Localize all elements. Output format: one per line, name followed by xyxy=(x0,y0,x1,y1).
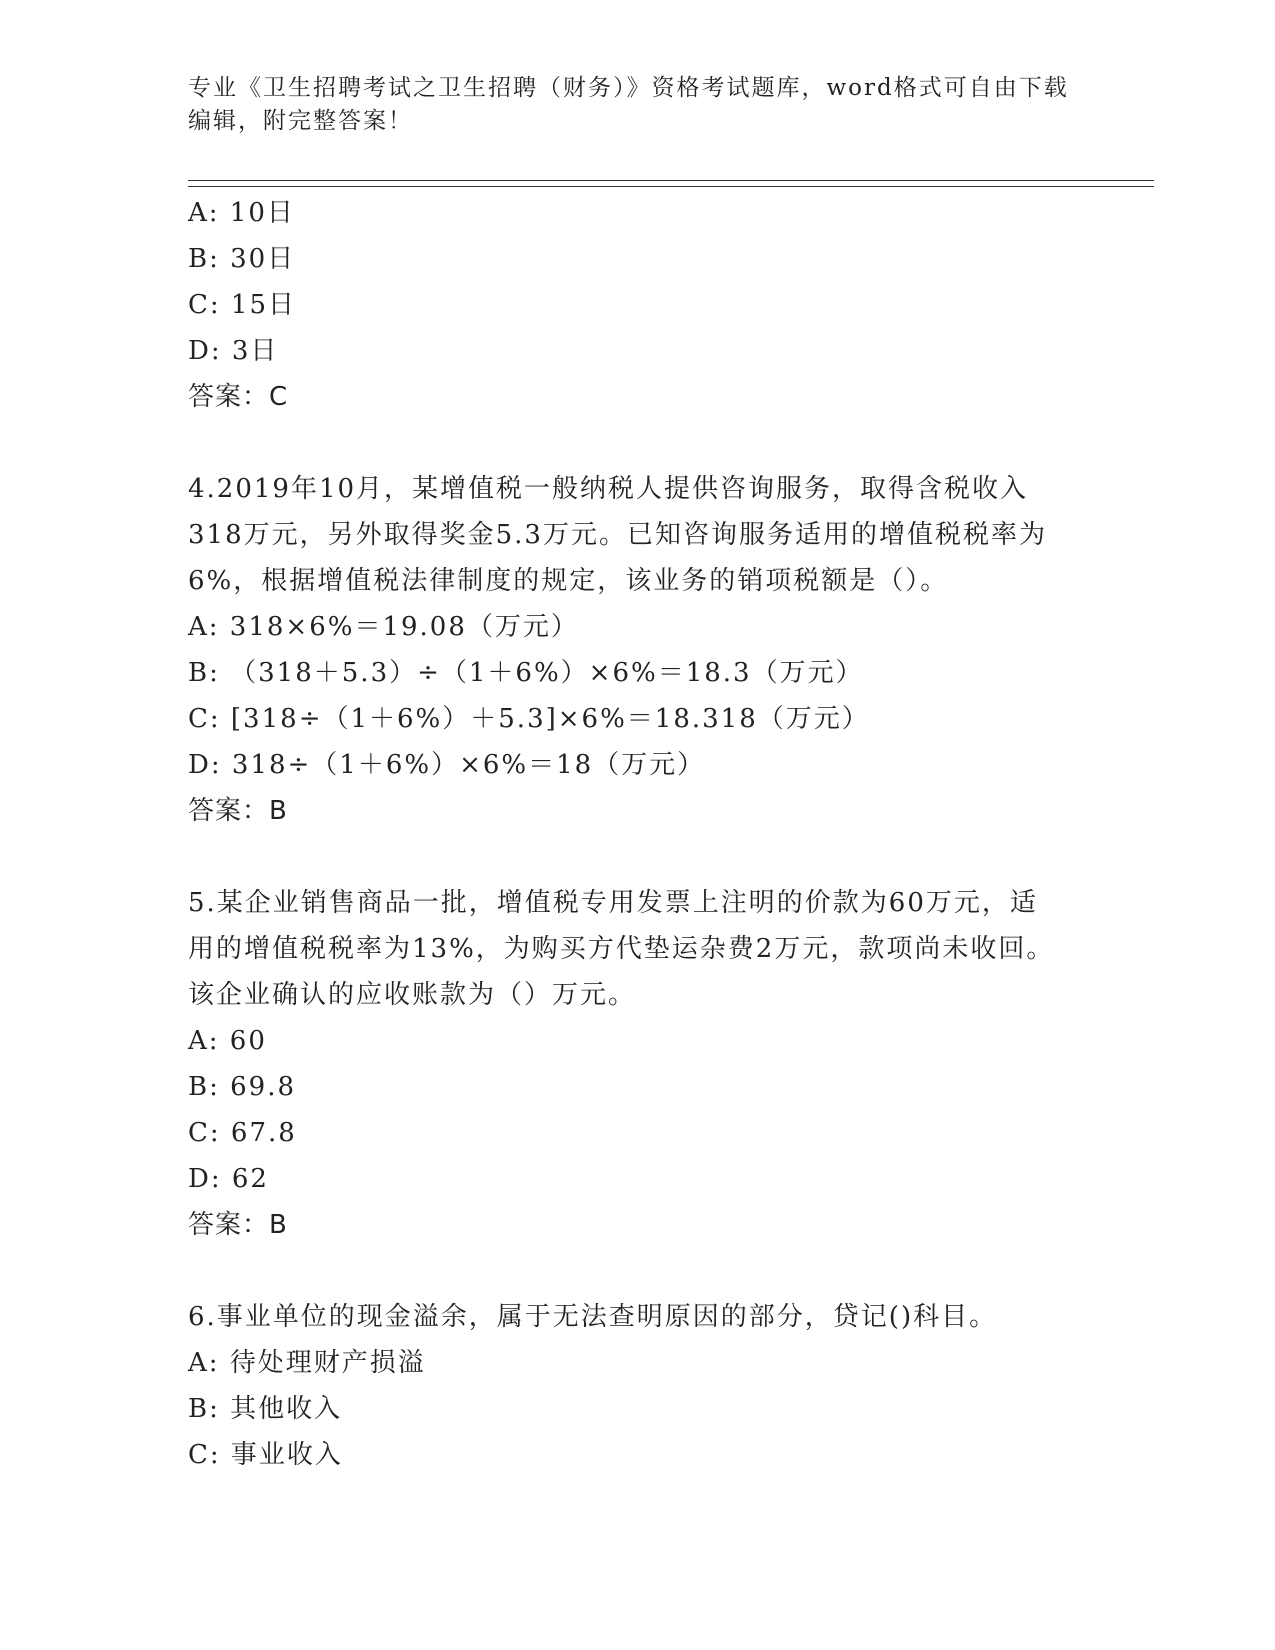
question-text-line: 5.某企业销售商品一批，增值税专用发票上注明的价款为60万元，适 xyxy=(188,888,1038,918)
document-header xyxy=(188,72,1088,138)
header-divider xyxy=(188,180,1154,187)
question-text-line: 6%，根据增值税法律制度的规定，该业务的销项税额是（）。 xyxy=(188,566,949,596)
question-3 xyxy=(188,190,1088,420)
question-6 xyxy=(188,1294,1088,1478)
option-a: A: 待处理财产损溢 xyxy=(188,1348,426,1378)
option-a: A: 10日 xyxy=(188,198,295,228)
option-d: D: 318÷（1＋6%）×6%＝18（万元） xyxy=(188,750,706,780)
header-line-1: 专业《卫生招聘考试之卫生招聘（财务）》资格考试题库，word格式可自由下载 xyxy=(188,75,1069,101)
option-b: B: 其他收入 xyxy=(188,1394,343,1424)
option-b: B: （318＋5.3）÷（1＋6%）×6%＝18.3（万元） xyxy=(188,658,864,688)
option-d: D: 62 xyxy=(188,1164,269,1194)
question-text-line: 318万元，另外取得奖金5.3万元。已知咨询服务适用的增值税税率为 xyxy=(188,520,1047,550)
option-b: B: 30日 xyxy=(188,244,296,274)
answer: 答案：C xyxy=(188,382,289,412)
answer: 答案：B xyxy=(188,1210,288,1240)
spacer xyxy=(188,1248,1088,1294)
question-4 xyxy=(188,466,1088,834)
question-text-line: 用的增值税税率为13%，为购买方代垫运杂费2万元，款项尚未收回。 xyxy=(188,934,1055,964)
option-a: A: 60 xyxy=(188,1026,267,1056)
option-a: A: 318×6%＝19.08（万元） xyxy=(188,612,579,642)
question-text-line: 该企业确认的应收账款为（）万元。 xyxy=(188,980,637,1010)
question-5 xyxy=(188,880,1088,1248)
spacer xyxy=(188,834,1088,880)
option-c: C: 15日 xyxy=(188,290,297,320)
option-c: C: [318÷（1＋6%）＋5.3]×6%＝18.318（万元） xyxy=(188,704,870,734)
option-d: D: 3日 xyxy=(188,336,279,366)
header-line-2: 编辑，附完整答案！ xyxy=(188,108,413,134)
option-b: B: 69.8 xyxy=(188,1072,297,1102)
option-c: C: 67.8 xyxy=(188,1118,297,1148)
question-text-line: 6.事业单位的现金溢余，属于无法查明原因的部分，贷记()科目。 xyxy=(188,1302,998,1332)
question-list xyxy=(188,190,1088,1478)
spacer xyxy=(188,420,1088,466)
option-c: C: 事业收入 xyxy=(188,1440,343,1470)
answer: 答案：B xyxy=(188,796,288,826)
question-text-line: 4.2019年10月，某增值税一般纳税人提供咨询服务，取得含税收入 xyxy=(188,474,1029,504)
